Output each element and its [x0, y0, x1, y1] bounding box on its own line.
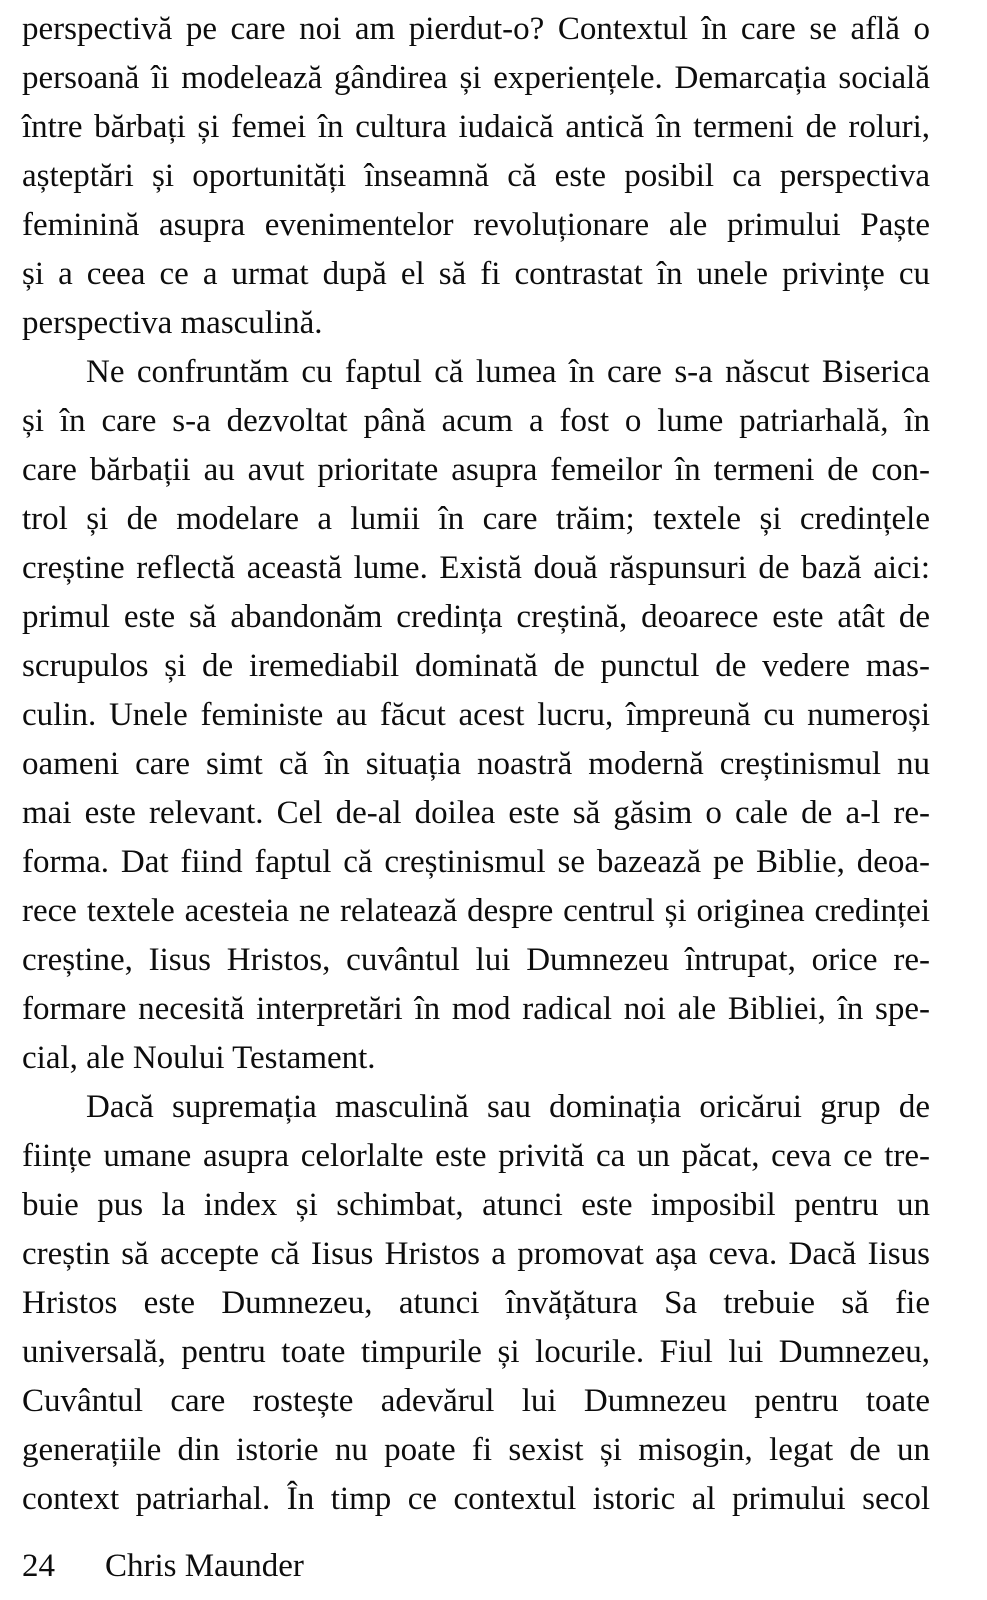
text-line: între bărbați și femei în cultura iudaică antică în termeni de roluri,	[22, 109, 930, 145]
running-author: Chris Maunder	[105, 1548, 304, 1584]
text-line: rece textele acesteia ne relatează despre centrul și originea credinței	[22, 893, 930, 929]
text-line: forma. Dat fiind faptul că creștinismul se bazează pe Biblie, deoa-	[22, 844, 930, 880]
text-line: trol și de modelare a lumii în care trăim; textele și credințele	[22, 501, 930, 537]
text-line: creștine, Iisus Hristos, cuvântul lui Dumnezeu întrupat, orice re-	[22, 942, 930, 978]
text-line: ființe umane asupra celorlalte este privită ca un păcat, ceva ce tre-	[22, 1138, 930, 1174]
text-line: care bărbații au avut prioritate asupra femeilor în termeni de con-	[22, 452, 930, 488]
text-line: Hristos este Dumnezeu, atunci învățătura Sa trebuie să fie	[22, 1285, 930, 1321]
page-footer	[22, 1542, 930, 1591]
text-line: cial, ale Noului Testament.	[22, 1040, 376, 1076]
text-line: scrupulos și de iremediabil dominată de punctul de vedere mas-	[22, 648, 930, 684]
text-line: generațiile din istorie nu poate fi sexist și misogin, legat de un	[22, 1432, 930, 1468]
text-line: buie pus la index și schimbat, atunci este imposibil pentru un	[22, 1187, 930, 1223]
text-line: oameni care simt că în situația noastră modernă creștinismul nu	[22, 746, 930, 782]
page-number: 24	[22, 1548, 55, 1584]
text-line: primul este să abandonăm credința creștină, deoarece este atât de	[22, 599, 930, 635]
text-line: Cuvântul care rostește adevărul lui Dumnezeu pentru toate	[22, 1383, 930, 1419]
text-line: context patriarhal. În timp ce contextul istoric al primului secol	[22, 1481, 930, 1517]
text-line: universală, pentru toate timpurile și locurile. Fiul lui Dumnezeu,	[22, 1334, 930, 1370]
text-line: așteptări și oportunități înseamnă că este posibil ca perspectiva	[22, 158, 930, 194]
text-line: Dacă supremația masculină sau dominația oricărui grup de	[86, 1089, 930, 1125]
text-line: perspectivă pe care noi am pierdut-o? Contextul în care se află o	[22, 11, 930, 47]
text-line: perspectiva masculină.	[22, 305, 323, 341]
text-line: mai este relevant. Cel de-al doilea este să găsim o cale de a-l re-	[22, 795, 930, 831]
text-line: creștin să accepte că Iisus Hristos a promovat așa ceva. Dacă Iisus	[22, 1236, 930, 1272]
text-line: și a ceea ce a urmat după el să fi contrastat în unele privințe cu	[22, 256, 930, 292]
text-line: și în care s-a dezvoltat până acum a fost o lume patriarhală, în	[22, 403, 930, 439]
text-line: culin. Unele feministe au făcut acest lucru, împreună cu numeroși	[22, 697, 930, 733]
text-line: feminină asupra evenimentelor revoluționare ale primului Paște	[22, 207, 930, 243]
text-line: Ne confruntăm cu faptul că lumea în care s-a născut Biserica	[86, 354, 930, 390]
text-line: creștine reflectă această lume. Există două răspunsuri de bază aici:	[22, 550, 930, 586]
text-line: formare necesită interpretări în mod radical noi ale Bibliei, în spe-	[22, 991, 930, 1027]
text-line: persoană îi modelează gândirea și experiențele. Demarcația socială	[22, 60, 930, 96]
page-text	[22, 5, 930, 1524]
